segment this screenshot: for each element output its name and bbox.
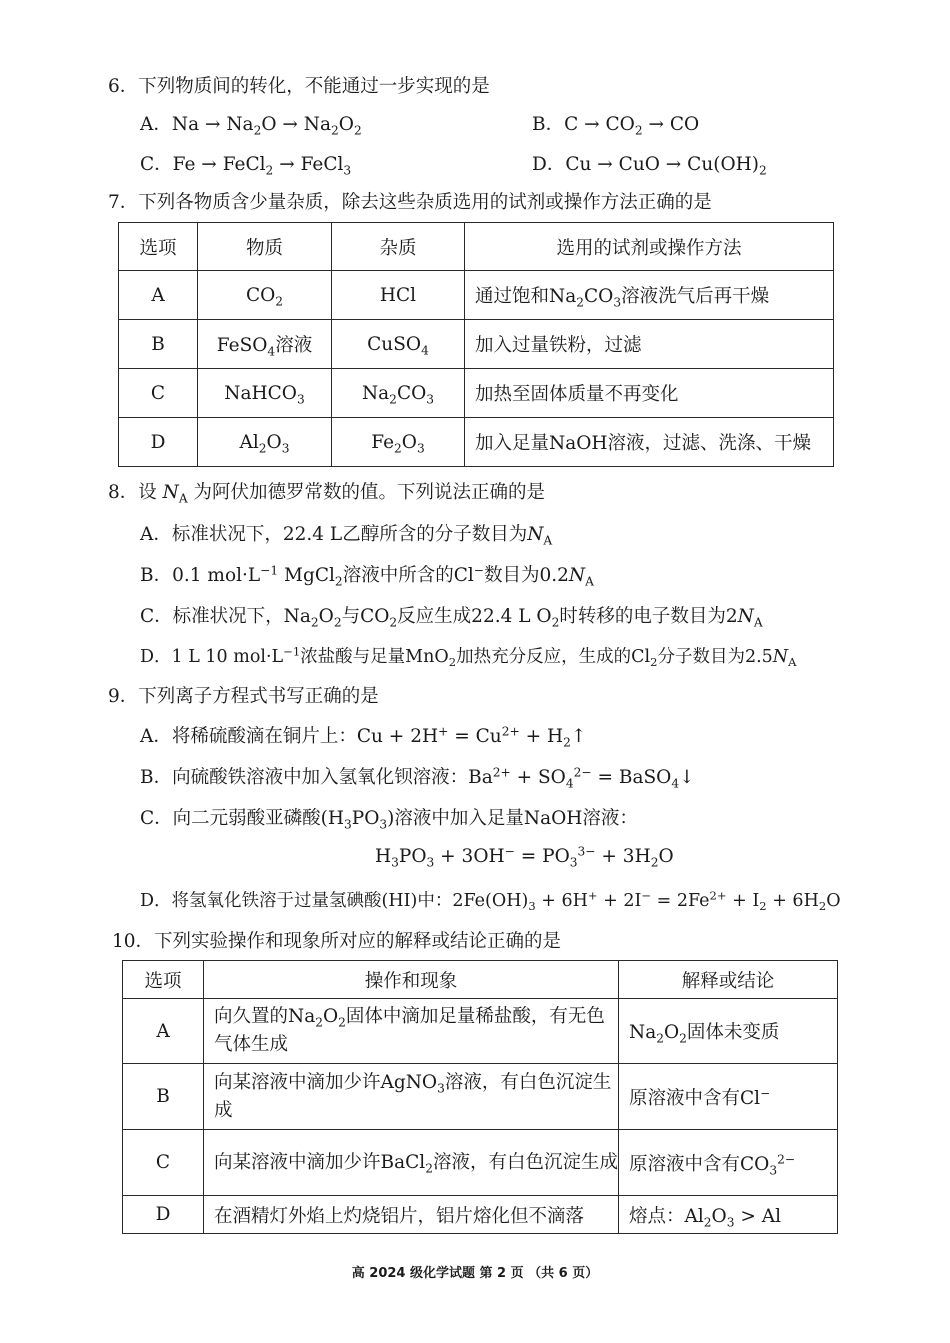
table-row: C NaHCO$_3$ $Na_2CO_3$ 加热至固体质量不再变化 — [119, 369, 834, 418]
q7-header-option: 选项 — [119, 223, 198, 271]
q7-header-method: 选用的试剂或操作方法 — [465, 223, 834, 271]
q8-stem: 8．设 $N_A$ 为阿伏加德罗常数的值。下列说法正确的是 — [108, 482, 546, 506]
q6-stem: 6．下列物质间的转化，不能通过一步实现的是 — [108, 76, 490, 97]
q10-stem: 10．下列实验操作和现象所对应的解释或结论正确的是 — [112, 931, 562, 952]
q9-option-d: D．将氢氧化铁溶于过量氢碘酸(HI)中：$2Fe(OH)_3 + 6H^+ + 2I^- = 2Fe^{2+} + I_2 + 6H_2O$ — [140, 888, 841, 914]
q8-option-d: D．1 L 10 $mol\cdot L^{-1}$浓盐酸与足量MnO$_2$加热充分反应，生成的$Cl_2$分子数目为$2.5N_A$ — [140, 644, 797, 670]
q6-option-b: B．$C \to CO_2$ → CO — [532, 114, 700, 138]
q8-option-c: C．标准状况下，$Na_2O_2$与$CO_2$反应生成22.4 L $O_2$时转移的电子数目为$2N_A$ — [140, 606, 763, 630]
q9-option-c-equation: $H_3PO_3 + 3OH^- = PO_3^{3-} + 3H_2O$ — [375, 844, 674, 870]
table-row: D $Al_2O_3$ $Fe_2O_3$ 加入足量NaOH溶液，过滤、洗涤、干燥 — [119, 418, 834, 467]
q8-option-a: A．标准状况下，22.4 L乙醇所含的分子数目为$N_A$ — [140, 524, 553, 548]
q9-stem: 9．下列离子方程式书写正确的是 — [108, 686, 379, 707]
page-footer: 高 2024 级化学试题 第 2 页 （共 6 页） — [351, 1266, 599, 1281]
q10-table — [122, 960, 838, 1234]
table-row: C 向某溶液中滴加少许BaCl$_2$溶液，有白色沉淀生成 原溶液中含有$CO_3^{2-}$ — [123, 1130, 838, 1196]
q10-header-conclusion: 解释或结论 — [619, 961, 838, 999]
q6-option-a: A．$Na \to Na_2O \to Na_2O_2$ — [140, 114, 362, 138]
table-row: A 向久置的$Na_2O_2$固体中滴加足量稀盐酸，有无色气体生成 $Na_2O_2$固体未变质 — [123, 999, 838, 1064]
table-row: D 在酒精灯外焰上灼烧铝片，铝片熔化但不滴落 熔点：$Al_2O_3 > Al$ — [123, 1196, 838, 1234]
q8-option-b: B．0.1 $mol\cdot L^{-1}$ MgCl$_2$溶液中所含的Cl−数目为$0.2N_A$ — [140, 563, 594, 589]
q6-option-d: D．Cu → CuO → $Cu(OH)_2$ — [532, 154, 767, 178]
q9-option-c: C．向二元弱酸亚磷酸$(H_3PO_3)$溶液中加入足量NaOH溶液： — [140, 808, 638, 832]
q9-option-a: A．将稀硫酸滴在铜片上：$Cu + 2H^+ = Cu^{2+}$ + $H_2↑$ — [140, 724, 587, 750]
q10-header-option: 选项 — [123, 961, 204, 999]
q7-header-substance: 物质 — [198, 223, 332, 271]
q10-header-operation: 操作和现象 — [204, 961, 619, 999]
q7-header-impurity: 杂质 — [332, 223, 465, 271]
table-row: A $CO_2$ HCl 通过饱和$Na_2CO_3$溶液洗气后再干燥 — [119, 271, 834, 320]
q6-option-c: C．Fe → FeCl$_2$ → FeCl$_3$ — [140, 154, 352, 178]
table-row: B 向某溶液中滴加少许AgNO$_3$溶液，有白色沉淀生成 原溶液中含有Cl− — [123, 1064, 838, 1130]
q7-table — [118, 222, 834, 467]
q7-stem: 7．下列各物质含少量杂质，除去这些杂质选用的试剂或操作方法正确的是 — [108, 192, 712, 213]
q9-option-b: B．向硫酸铁溶液中加入氢氧化钡溶液：$Ba^{2+} + SO_4^{2-}$ = BaSO$_4$↓ — [140, 765, 695, 791]
table-row: B FeSO$_4$溶液 CuSO$_4$ 加入过量铁粉，过滤 — [119, 320, 834, 369]
